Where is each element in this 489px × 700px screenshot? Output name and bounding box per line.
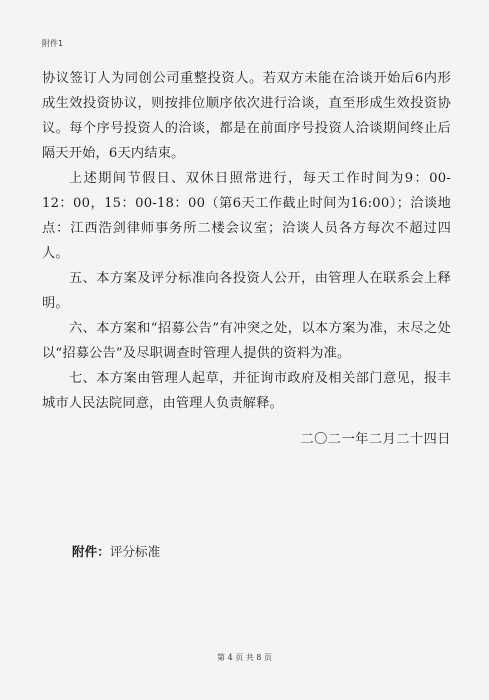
attachment-label: 附件： [72, 544, 110, 559]
attachment-line [72, 541, 160, 560]
attachment-value: 评分标准 [109, 544, 161, 559]
paragraph-item-5: 五、本方案及评分标准向各投资人公开，由管理人在联系会上释明。 [42, 271, 451, 311]
page-number: 第 4 页 共 8 页 [217, 653, 272, 662]
document-date: 二〇二一年二月二十四日 [300, 432, 451, 447]
document-body [42, 66, 451, 416]
attachment-header-label: 附件1 [42, 39, 64, 48]
paragraph-schedule: 上述期间节假日、双休日照常进行，每天工作时间为9：00-12：00，15：00-18：00（第6天工作截止时间为16:00）；洽谈地点：江西浩剑律师事务所二楼会议室；洽谈人员各方每次不超过四人。 [42, 171, 451, 261]
paragraph-continuation: 协议签订人为同创公司重整投资人。若双方未能在洽谈开始后6内形成生效投资协议，则按排位顺序依次进行洽谈，直至形成生效投资协议。每个序号投资人的洽谈，都是在前面序号投资人洽谈期间终止后隔天开始，6天内结束。 [42, 71, 451, 161]
paragraph-item-6: 六、本方案和“招募公告”有冲突之处，以本方案为准，末尽之处以“招募公告”及尽职调查时管理人提供的资料为准。 [42, 321, 451, 361]
paragraph-item-7: 七、本方案由管理人起草，并征询市政府及相关部门意见，报丰城市人民法院同意，由管理人负责解释。 [42, 371, 451, 411]
